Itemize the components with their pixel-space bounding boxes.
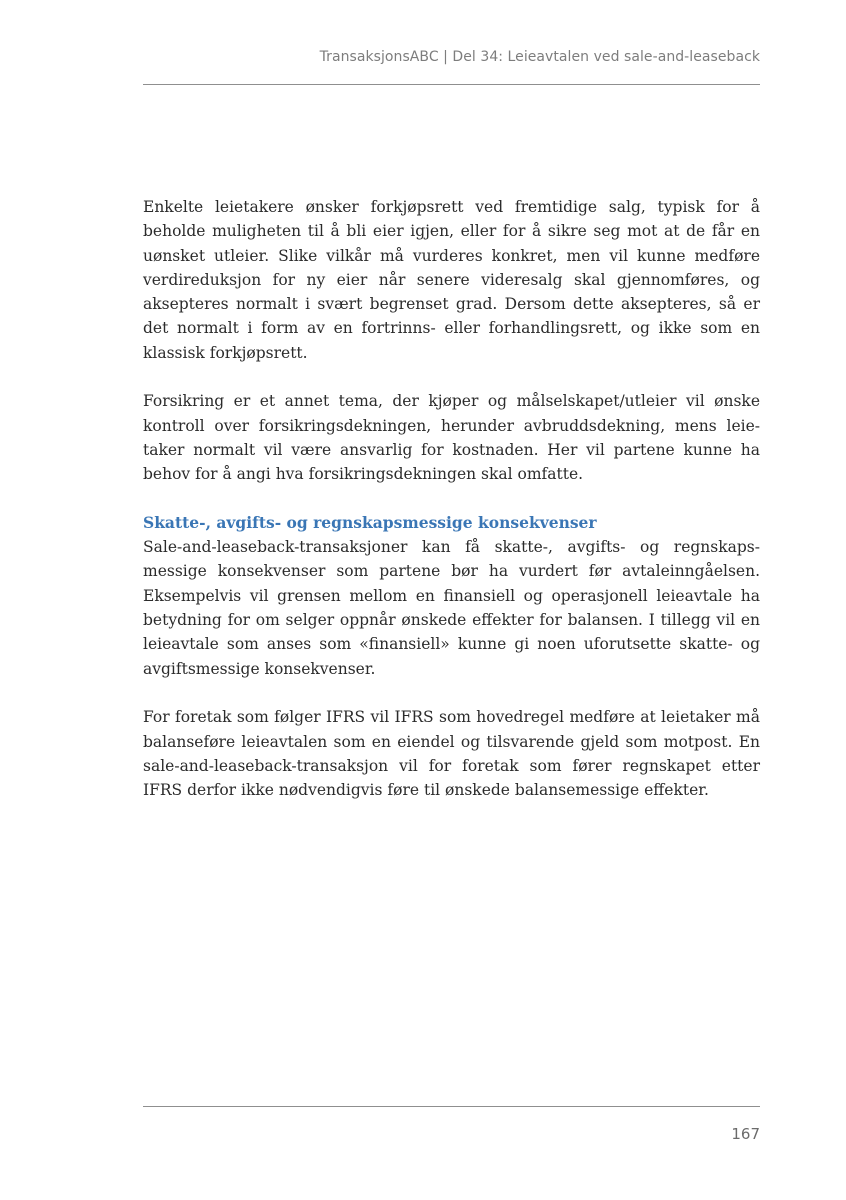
section-heading: Skatte-, avgifts- og regnskapsmessige konsekvenser xyxy=(143,512,597,532)
body-paragraph-3: Sale-and-leaseback-transaksjoner kan få skatte-, avgifts- og regnskapsmessige konsekvenser som partene bør ha vurdert før avtaleinngåelsen. Eksempelvis vil grensen mellom en finansiell og operasjonell leieavtale ha betydning for om selger oppnår ønskede effekter for balansen. I tillegg vil en leieavtale som anses som «finansiell» kunne gi noen uforutsette skatte- og avgiftsmessige konsekvenser. xyxy=(143,538,760,678)
footer-divider xyxy=(143,1106,760,1107)
header-divider xyxy=(143,84,760,85)
page-content xyxy=(143,195,760,827)
body-paragraph-4: For foretak som følger IFRS vil IFRS som hovedregel medføre at leietaker må balanseføre leieavtalen som en eiendel og tilsvarende gjeld som motpost. En sale-and-leaseback-transaksjon vil for foretak som fører regnskapet etter IFRS derfor ikke nødvendigvis føre til ønskede balansemessige effekter. xyxy=(143,708,760,800)
running-header: TransaksjonsABC | Del 34: Leieavtalen ved sale-and-leaseback xyxy=(319,49,760,65)
body-paragraph-2: Forsikring er et annet tema, der kjøper og målselskapet/utleier vil ønske kontroll over forsikringsdekningen, herunder avbruddsdekning, mens leietaker normalt vil være ansvarlig for kostnaden. Her vil partene kunne ha behov for å angi hva forsikringsdekningen skal omfatte. xyxy=(143,392,760,484)
page-number: 167 xyxy=(731,1125,760,1143)
body-paragraph-1: Enkelte leietakere ønsker forkjøpsrett ved fremtidige salg, typisk for å beholde muligheten til å bli eier igjen, eller for å sikre seg mot at de får en uønsket utleier. Slike vilkår må vurderes konkret, men vil kunne medføre verdireduksjon for ny eier når senere videresalg skal gjennomføres, og aksepteres normalt i svært begrenset grad. Dersom dette aksepteres, så er det normalt i form av en fortrinns- eller forhandlingsrett, og ikke som en klassisk forkjøpsrett. xyxy=(143,198,760,362)
